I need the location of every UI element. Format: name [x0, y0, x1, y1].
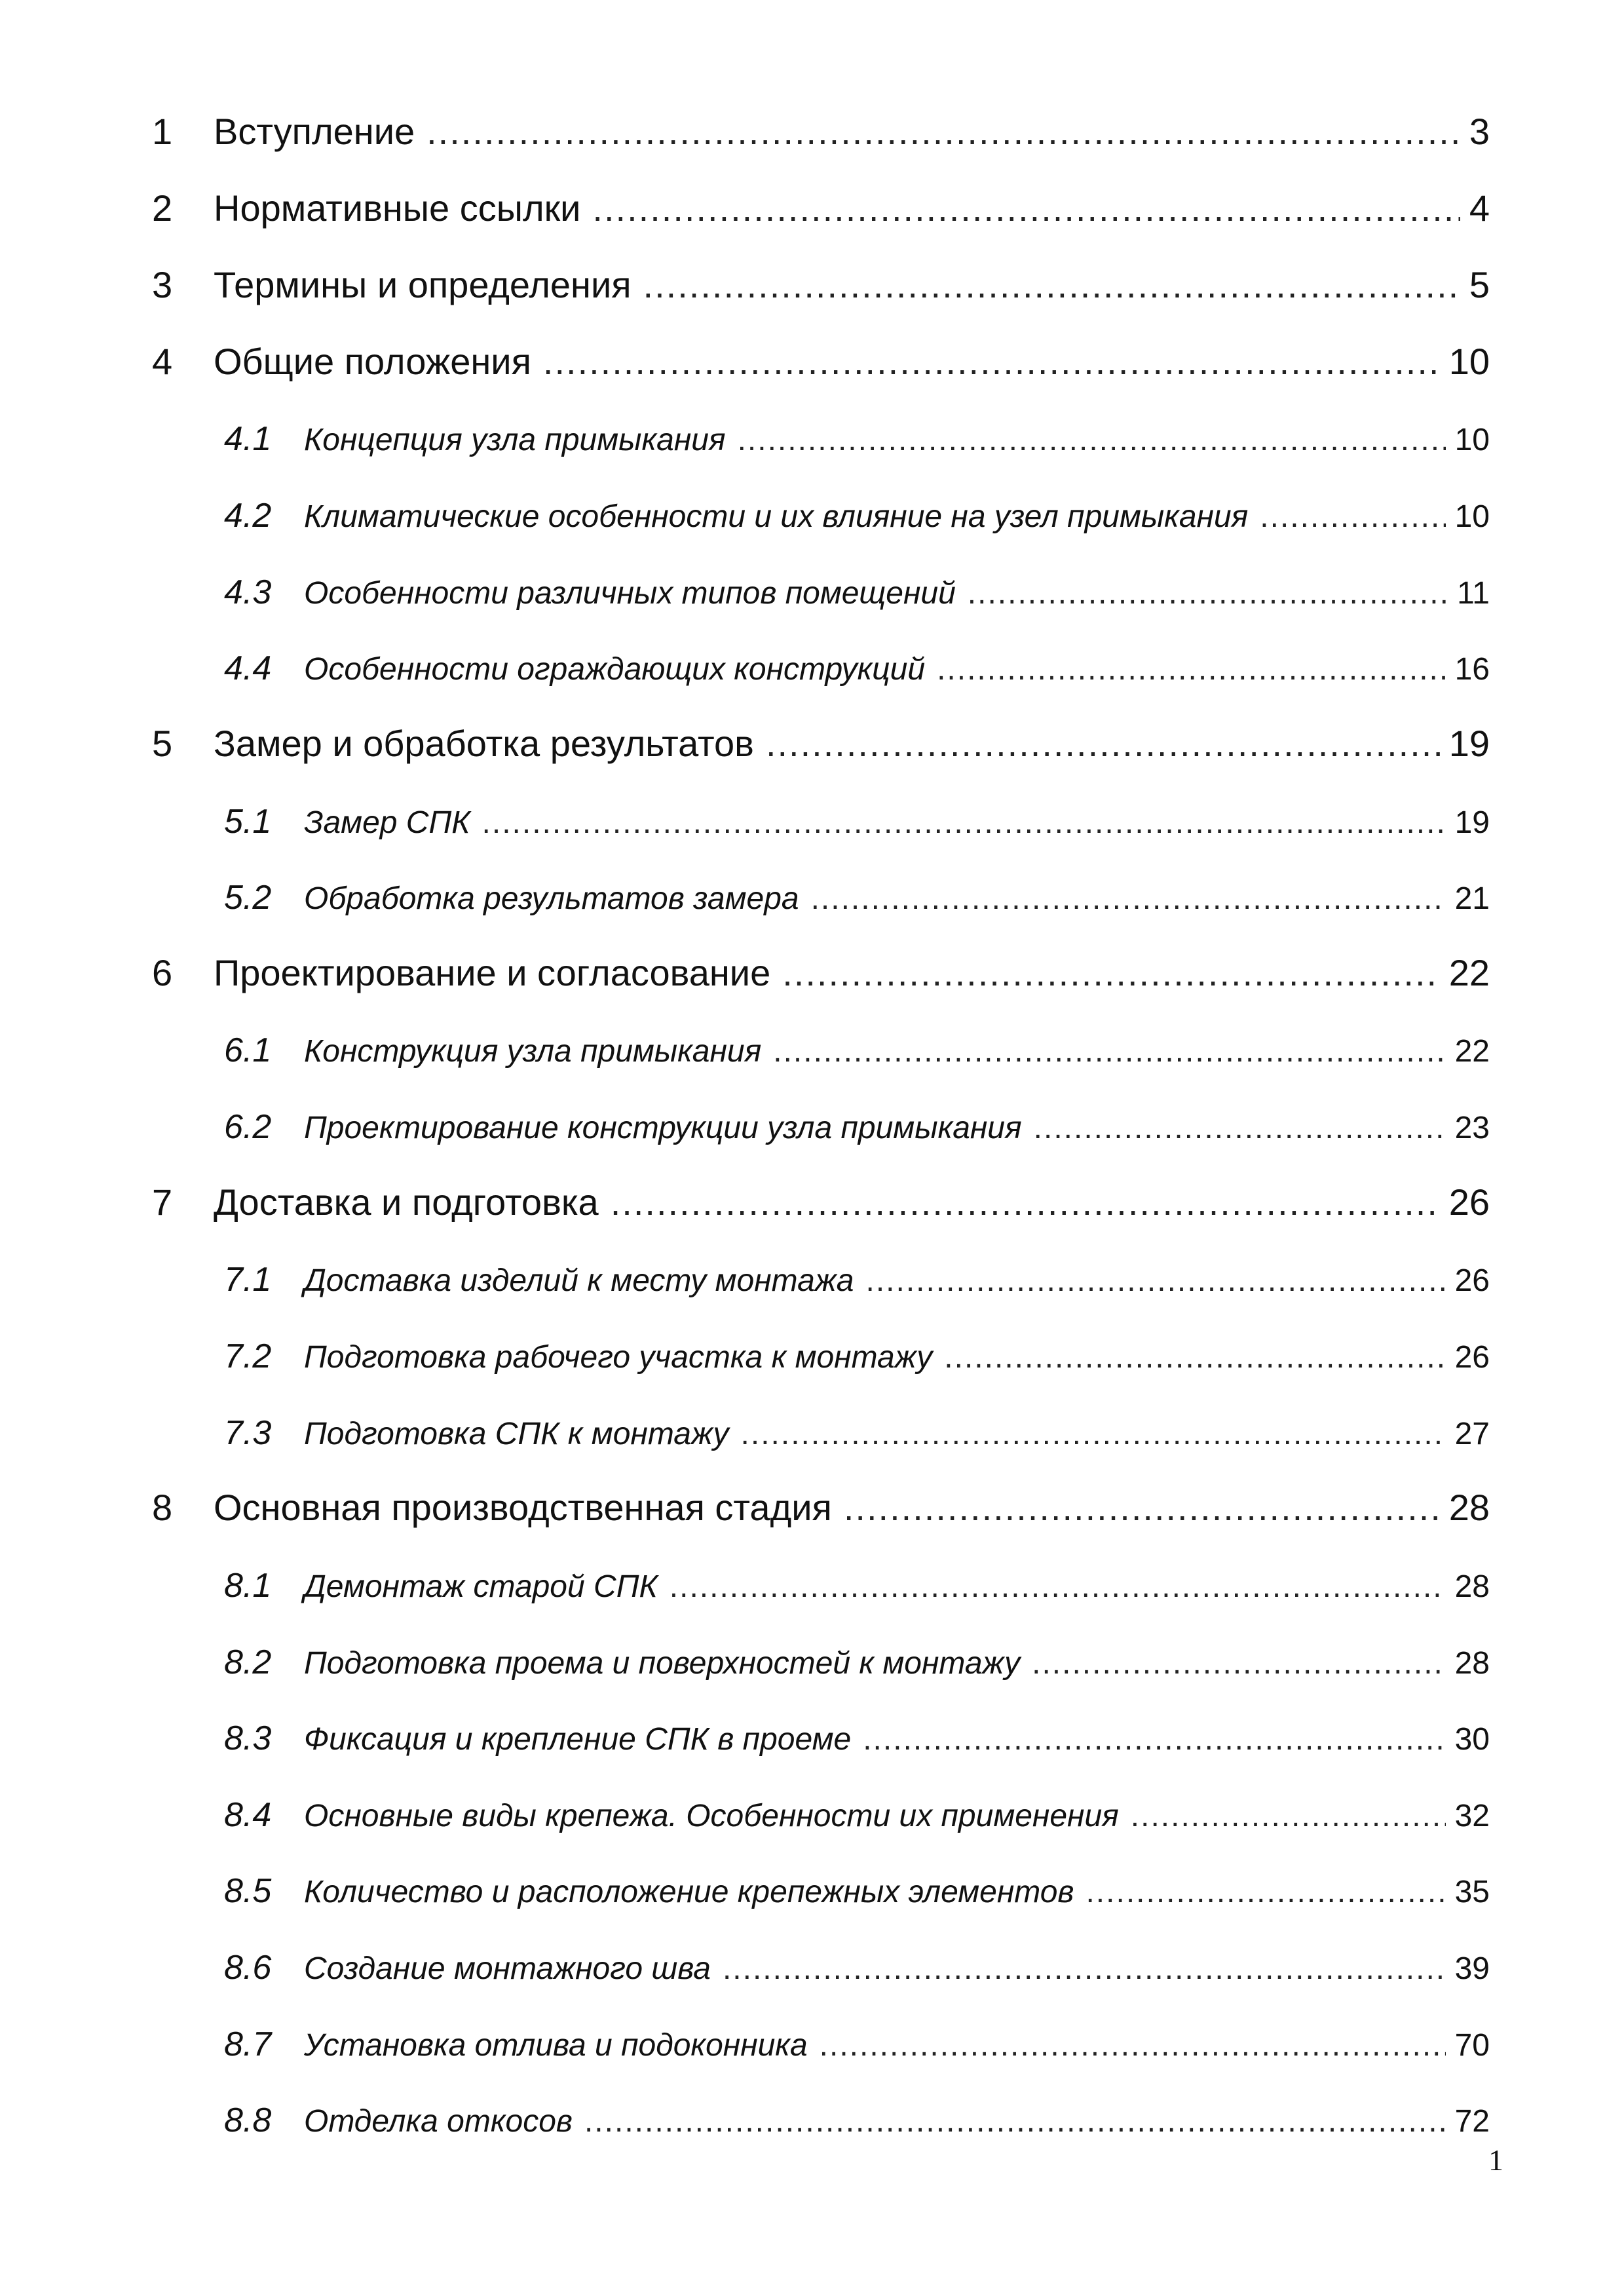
- dot-leader: [741, 1416, 1446, 1452]
- toc-entry-page: 19: [1454, 805, 1490, 840]
- toc-entry-number: 8.5: [224, 1872, 272, 1910]
- toc-entry-title: Подготовка СПК к монтажу: [304, 1417, 729, 1451]
- dot-leader: [937, 651, 1446, 687]
- dot-leader: [844, 1486, 1440, 1529]
- toc-entry-title: Особенности ограждающих конструкций: [304, 652, 926, 687]
- toc-entry-title: Обработка результатов замера: [304, 881, 799, 916]
- toc-entry-title: Отделка откосов: [304, 2104, 573, 2139]
- toc-entry-4-1[interactable]: [224, 419, 1490, 459]
- dot-leader: [865, 1263, 1445, 1299]
- toc-entry-5-2[interactable]: [224, 878, 1490, 917]
- toc-entry-number: 4.2: [224, 497, 272, 535]
- dot-leader: [543, 340, 1440, 383]
- toc-entry-number: 6.2: [224, 1108, 272, 1146]
- dot-leader: [1131, 1798, 1446, 1834]
- toc-entry-number: 8.2: [224, 1643, 272, 1681]
- toc-entry-number: 7.1: [224, 1261, 272, 1299]
- toc-entry-8-1[interactable]: [224, 1566, 1490, 1605]
- toc-entry-page: 5: [1469, 264, 1490, 305]
- toc-entry-number: 4: [152, 341, 173, 382]
- toc-entry-page: 10: [1454, 423, 1490, 457]
- toc-entry-number: 5.1: [224, 803, 272, 841]
- toc-entry-page: 21: [1454, 881, 1490, 916]
- toc-entry-page: 30: [1454, 1722, 1490, 1757]
- toc-entry-title: Создание монтажного шва: [304, 1951, 711, 1986]
- toc-entry-page: 32: [1454, 1799, 1490, 1833]
- page-number: 1: [1488, 2143, 1503, 2177]
- toc-entry-page: 26: [1454, 1340, 1490, 1375]
- dot-leader: [968, 575, 1448, 611]
- toc-entry-page: 28: [1454, 1646, 1490, 1681]
- toc-entry-title: Конструкция узла примыкания: [304, 1034, 762, 1069]
- toc-entry-number: 8: [152, 1487, 173, 1528]
- dot-leader: [1260, 499, 1445, 535]
- toc-entry-8-7[interactable]: [224, 2025, 1490, 2064]
- toc-entry-title: Общие положения: [214, 341, 531, 382]
- toc-entry-number: 3: [152, 264, 173, 305]
- toc-entry-page: 19: [1448, 723, 1490, 764]
- toc-entry-page: 4: [1469, 187, 1490, 229]
- dot-leader: [811, 881, 1446, 917]
- dot-leader: [592, 187, 1460, 229]
- toc-entry-title: Доставка и подготовка: [214, 1181, 599, 1223]
- toc-entry-title: Количество и расположение крепежных элементов: [304, 1875, 1074, 1909]
- toc-entry-5[interactable]: [152, 722, 1490, 765]
- dot-leader: [643, 263, 1460, 306]
- toc-entry-title: Термины и определения: [214, 264, 632, 305]
- toc-entry-4-4[interactable]: [224, 649, 1490, 688]
- toc-entry-3[interactable]: [152, 263, 1490, 306]
- dot-leader: [766, 722, 1440, 765]
- toc-entry-title: Демонтаж старой СПК: [304, 1569, 658, 1604]
- toc-entry-title: Замер СПК: [304, 805, 470, 840]
- dot-leader: [944, 1339, 1445, 1375]
- toc-entry-page: 22: [1454, 1034, 1490, 1069]
- toc-entry-page: 39: [1454, 1951, 1490, 1986]
- toc-entry-6-1[interactable]: [224, 1031, 1490, 1070]
- dot-leader: [482, 805, 1446, 841]
- toc-entry-page: 16: [1454, 652, 1490, 687]
- toc-entry-7-2[interactable]: [224, 1337, 1490, 1376]
- toc-entry-title: Климатические особенности и их влияние на узел примыкания: [304, 499, 1249, 534]
- dot-leader: [773, 1033, 1445, 1069]
- toc-entry-page: 35: [1454, 1875, 1490, 1909]
- toc-entry-number: 8.3: [224, 1719, 272, 1757]
- toc-entry-title: Замер и обработка результатов: [214, 723, 754, 764]
- toc-entry-title: Вступление: [214, 111, 415, 152]
- toc-entry-number: 2: [152, 187, 173, 229]
- toc-entry-2[interactable]: [152, 187, 1490, 229]
- toc-entry-4-3[interactable]: [224, 573, 1490, 612]
- toc-entry-8[interactable]: [152, 1486, 1490, 1529]
- toc-entry-title: Основные виды крепежа. Особенности их применения: [304, 1799, 1119, 1833]
- toc-entry-page: 70: [1454, 2028, 1490, 2063]
- toc-entry-page: 28: [1454, 1569, 1490, 1604]
- toc-entry-page: 3: [1469, 111, 1490, 152]
- toc-entry-8-5[interactable]: [224, 1871, 1490, 1911]
- toc-entry-title: Установка отлива и подоконника: [304, 2028, 808, 2063]
- dot-leader: [863, 1721, 1445, 1757]
- toc-entry-number: 8.8: [224, 2101, 272, 2139]
- dot-leader: [1032, 1645, 1446, 1681]
- toc-entry-number: 8.7: [224, 2025, 272, 2063]
- toc-entry-number: 4.4: [224, 649, 272, 687]
- toc-entry-page: 23: [1454, 1111, 1490, 1145]
- toc-entry-7-3[interactable]: [224, 1413, 1490, 1453]
- toc-entry-number: 7.3: [224, 1414, 272, 1452]
- toc-entry-title: Основная производственная стадия: [214, 1487, 832, 1528]
- toc-entry-7[interactable]: [152, 1181, 1490, 1223]
- dot-leader: [426, 110, 1460, 153]
- toc-entry-8-8[interactable]: [224, 2101, 1490, 2140]
- toc-entry-6-2[interactable]: [224, 1107, 1490, 1147]
- toc-entry-title: Проектирование и согласование: [214, 952, 771, 993]
- toc-entry-title: Подготовка рабочего участка к монтажу: [304, 1340, 933, 1375]
- toc-entry-title: Подготовка проема и поверхностей к монтажу: [304, 1646, 1021, 1681]
- dot-leader: [723, 1951, 1446, 1987]
- toc-entry-4[interactable]: [152, 340, 1490, 383]
- dot-leader: [1034, 1110, 1446, 1146]
- dot-leader: [1086, 1874, 1445, 1910]
- toc-entry-1[interactable]: [152, 110, 1490, 153]
- toc-entry-number: 5.2: [224, 879, 272, 917]
- toc-entry-title: Особенности различных типов помещений: [304, 576, 956, 611]
- toc-entry-page: 26: [1448, 1181, 1490, 1223]
- toc-entry-number: 6.1: [224, 1031, 272, 1069]
- toc-entry-number: 8.6: [224, 1949, 272, 1987]
- toc-entry-number: 7.2: [224, 1337, 272, 1375]
- toc-entry-number: 4.1: [224, 420, 272, 458]
- toc-entry-number: 6: [152, 952, 173, 993]
- toc-entry-title: Проектирование конструкции узла примыкания: [304, 1111, 1022, 1145]
- toc-entry-8-6[interactable]: [224, 1948, 1490, 1987]
- toc-entry-title: Нормативные ссылки: [214, 187, 581, 229]
- toc-entry-number: 4.3: [224, 573, 272, 611]
- dot-leader: [782, 951, 1439, 994]
- dot-leader: [584, 2103, 1446, 2139]
- toc-entry-8-4[interactable]: [224, 1795, 1490, 1835]
- toc-entry-number: 1: [152, 111, 173, 152]
- toc-entry-page: 26: [1454, 1263, 1490, 1298]
- toc-entry-page: 72: [1454, 2104, 1490, 2139]
- toc-entry-number: 8.4: [224, 1796, 272, 1834]
- toc-entry-page: 27: [1454, 1417, 1490, 1451]
- toc-entry-number: 5: [152, 723, 173, 764]
- toc-entry-number: 8.1: [224, 1567, 272, 1605]
- toc-entry-page: 22: [1448, 952, 1490, 993]
- toc-entry-7-1[interactable]: [224, 1260, 1490, 1299]
- toc-entry-page: 28: [1448, 1487, 1490, 1528]
- toc-entry-title: Фиксация и крепление СПК в проеме: [304, 1722, 852, 1757]
- toc-entry-title: Доставка изделий к месту монтажа: [304, 1263, 854, 1298]
- dot-leader: [611, 1181, 1440, 1223]
- toc-entry-number: 7: [152, 1181, 173, 1223]
- toc-entry-page: 10: [1448, 341, 1490, 382]
- toc-entry-page: 11: [1457, 576, 1490, 611]
- toc-entry-page: 10: [1454, 499, 1490, 534]
- dot-leader: [738, 422, 1446, 458]
- dot-leader: [820, 2027, 1446, 2063]
- toc-entry-6[interactable]: [152, 951, 1490, 994]
- dot-leader: [670, 1569, 1446, 1605]
- toc-entry-8-3[interactable]: [224, 1719, 1490, 1758]
- toc-entry-title: Концепция узла примыкания: [304, 423, 726, 457]
- toc-entry-4-2[interactable]: [224, 496, 1490, 535]
- toc-entry-5-1[interactable]: [224, 802, 1490, 841]
- toc-entry-8-2[interactable]: [224, 1643, 1490, 1682]
